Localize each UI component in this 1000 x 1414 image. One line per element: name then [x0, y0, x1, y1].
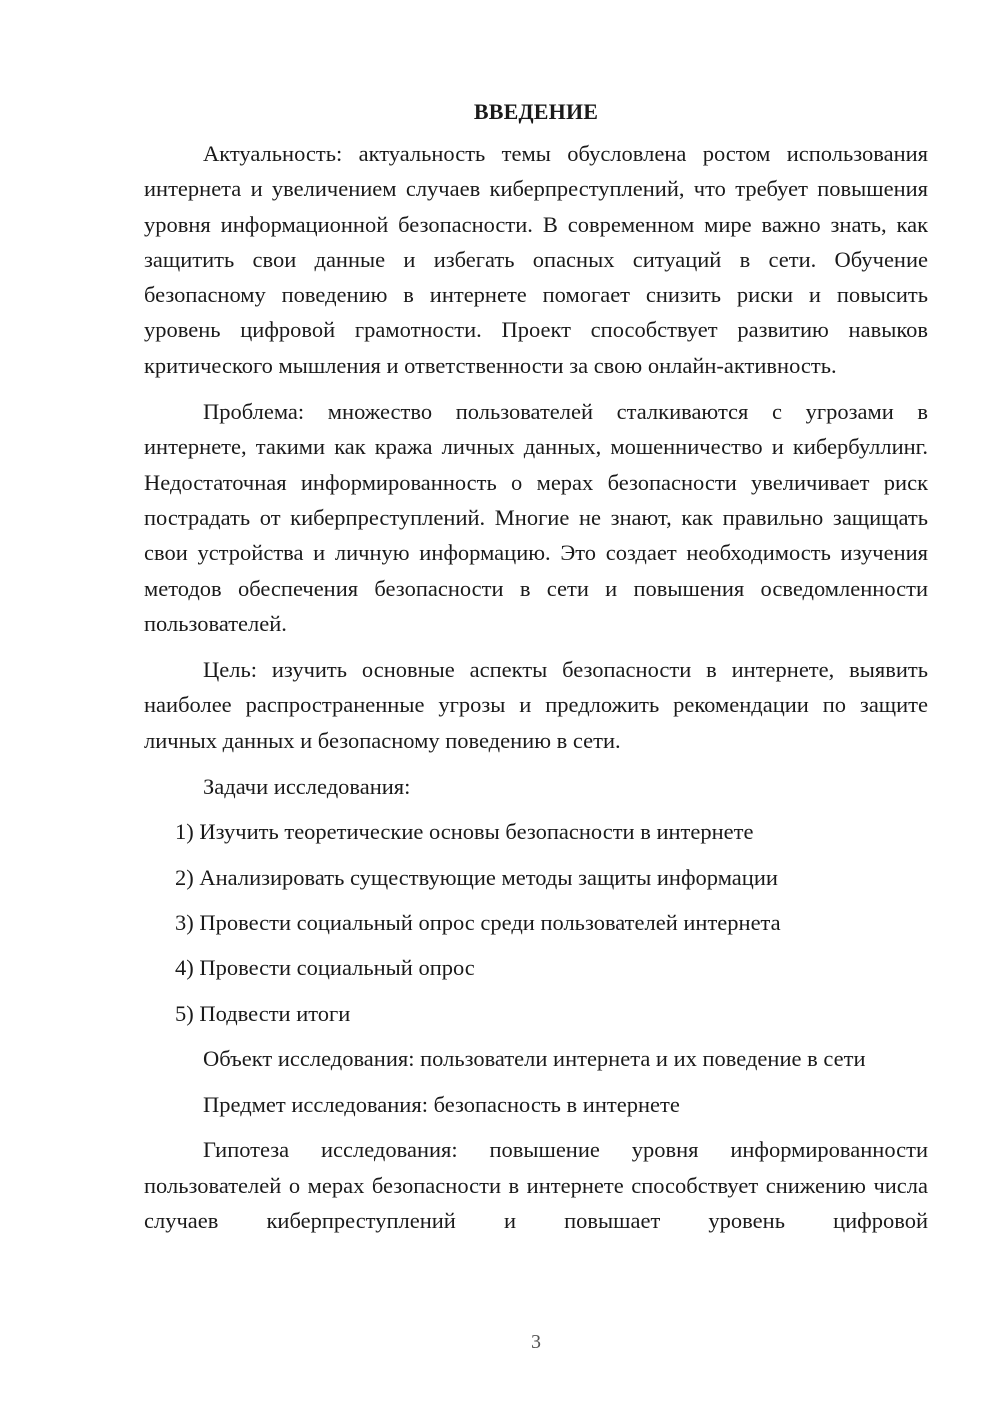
- subject-paragraph: Предмет исследования: безопасность в интернете: [203, 1092, 680, 1118]
- section-heading: ВВЕДЕНИЕ: [473, 99, 599, 124]
- task-item: 5) Подвести итоги: [175, 1000, 351, 1026]
- task-item: 3) Провести социальный опрос среди пользователей интернета: [175, 909, 781, 935]
- object-paragraph: Объект исследования: пользователи интернета и их поведение в сети: [203, 1045, 866, 1071]
- task-item: 2) Анализировать существующие методы защиты информации: [175, 864, 778, 890]
- page-number: 3: [531, 1331, 541, 1353]
- task-item: 1) Изучить теоретические основы безопасности в интернете: [175, 819, 754, 845]
- goal-paragraph: Цель: изучить основные аспекты безопасности в интернете, выявить наиболее распространенные угрозы и предложить рекомендации по защите личных данных и безопасному поведению в сети.: [144, 657, 928, 753]
- hypothesis-paragraph: Гипотеза исследования: повышение уровня информированности пользователей о мерах безопасности в интернете способствует снижению числа случаев киберпреступлений и повышает уровень цифровой: [144, 1137, 928, 1234]
- relevance-paragraph: Актуальность: актуальность темы обусловлена ростом использования интернета и увеличением случаев киберпреступлений, что требует повышения уровня информационной безопасности. В современном мире важно знать, как защитить свои данные и избегать опасных ситуаций в сети. Обучение безопасному поведению в интернете помогает снизить риски и повысить уровень цифровой грамотности. Проект способствует развитию навыков критического мышления и ответственности за свою онлайн-активность.: [144, 141, 928, 378]
- task-item: 4) Провести социальный опрос: [175, 955, 475, 981]
- problem-paragraph: Проблема: множество пользователей сталкиваются с угрозами в интернете, такими как кража личных данных, мошенничество и кибербуллинг. Недостаточная информированность о мерах безопасности увеличивает риск пострадать от киберпреступлений. Многие не знают, как правильно защищать свои устройства и личную информацию. Это создает необходимость изучения методов обеспечения безопасности в сети и повышения осведомленности пользователей.: [144, 399, 928, 636]
- tasks-heading: Задачи исследования:: [203, 774, 411, 800]
- document-page: [144, 88, 928, 1238]
